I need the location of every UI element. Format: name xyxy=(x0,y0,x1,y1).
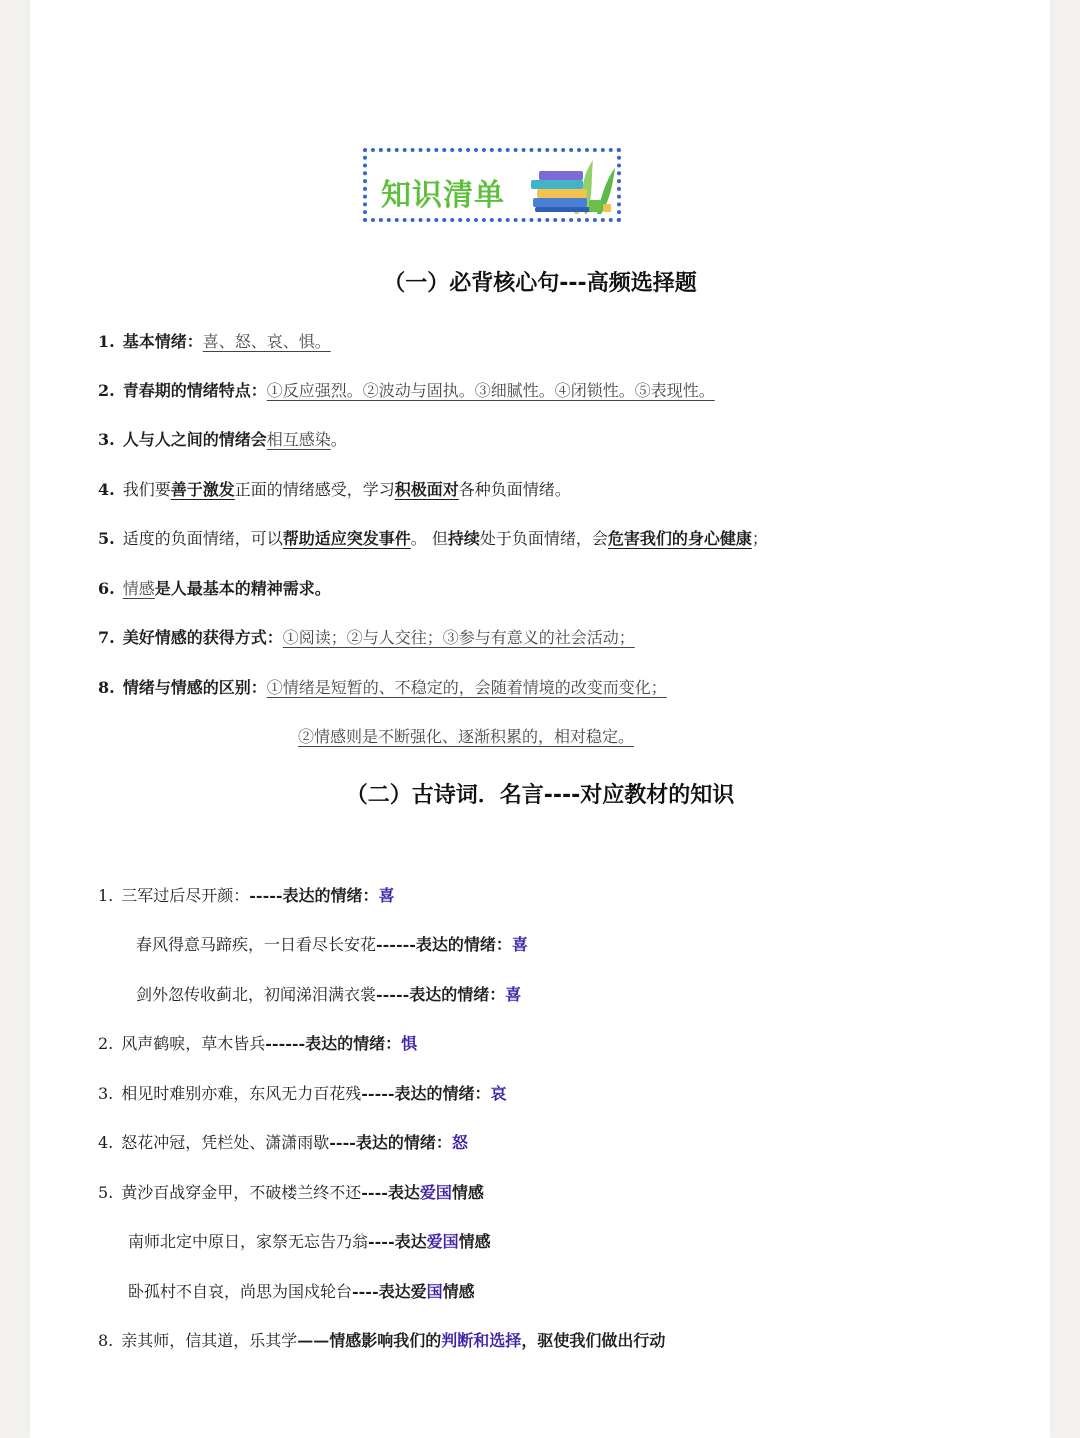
list-item: 8. 亲其师，信其道，乐其学——情感影响我们的判断和选择，驱使我们做出行动 xyxy=(98,1331,666,1350)
list-item: 剑外忽传收蓟北，初闻涕泪满衣裳-----表达的情绪：喜 xyxy=(136,985,522,1004)
document-page xyxy=(30,0,1050,1438)
list-item: 1. 三军过后尽开颜：-----表达的情绪：喜 xyxy=(98,886,395,905)
list-item: 南师北定中原日，家祭无忘告乃翁----表达爱国情感 xyxy=(128,1232,491,1251)
list-item: 3. 人与人之间的情绪会相互感染。 xyxy=(98,430,347,449)
list-item: 5. 黄沙百战穿金甲，不破楼兰终不还----表达爱国情感 xyxy=(98,1183,484,1202)
list-item: 3. 相见时难别亦难，东风无力百花残-----表达的情绪：哀 xyxy=(98,1084,507,1103)
section1-title: （一）必背核心句---高频选择题 xyxy=(383,271,697,296)
list-item: 2. 风声鹤唳，草木皆兵------表达的情绪：惧 xyxy=(98,1034,418,1053)
list-item: 春风得意马蹄疾，一日看尽长安花------表达的情绪：喜 xyxy=(136,935,528,954)
list-item: 8. 情绪与情感的区别：①情绪是短暂的、不稳定的，会随着情境的改变而变化； xyxy=(98,678,667,697)
list-item: 4. 我们要善于激发正面的情绪感受，学习积极面对各种负面情绪。 xyxy=(98,480,571,499)
section2-title: （二）古诗词．名言----对应教材的知识 xyxy=(345,783,735,808)
banner-title: 知识清单 xyxy=(381,178,505,213)
list-item-continuation: ②情感则是不断强化、逐渐积累的，相对稳定。 xyxy=(298,727,635,746)
list-item: 5. 适度的负面情绪，可以帮助适应突发事件。 但持续处于负面情绪，会危害我们的身心健康； xyxy=(98,529,768,548)
list-item: 6. 情感是人最基本的精神需求。 xyxy=(98,579,331,598)
list-item: 卧孤村不自哀，尚思为国戍轮台----表达爱国情感 xyxy=(128,1282,475,1301)
list-item: 7. 美好情感的获得方式：①阅读；②与人交往；③参与有意义的社会活动； xyxy=(98,628,635,647)
list-item: 4. 怒花冲冠，凭栏处、潇潇雨歇----表达的情绪：怒 xyxy=(98,1133,468,1152)
knowledge-list-banner xyxy=(363,148,621,222)
list-item: 2. 青春期的情绪特点：①反应强烈。②波动与固执。③细腻性。④闭锁性。⑤表现性。 xyxy=(98,381,715,400)
list-item: 1. 基本情绪：喜、怒、哀、惧。 xyxy=(98,332,331,351)
books-plant-icon xyxy=(527,154,619,218)
